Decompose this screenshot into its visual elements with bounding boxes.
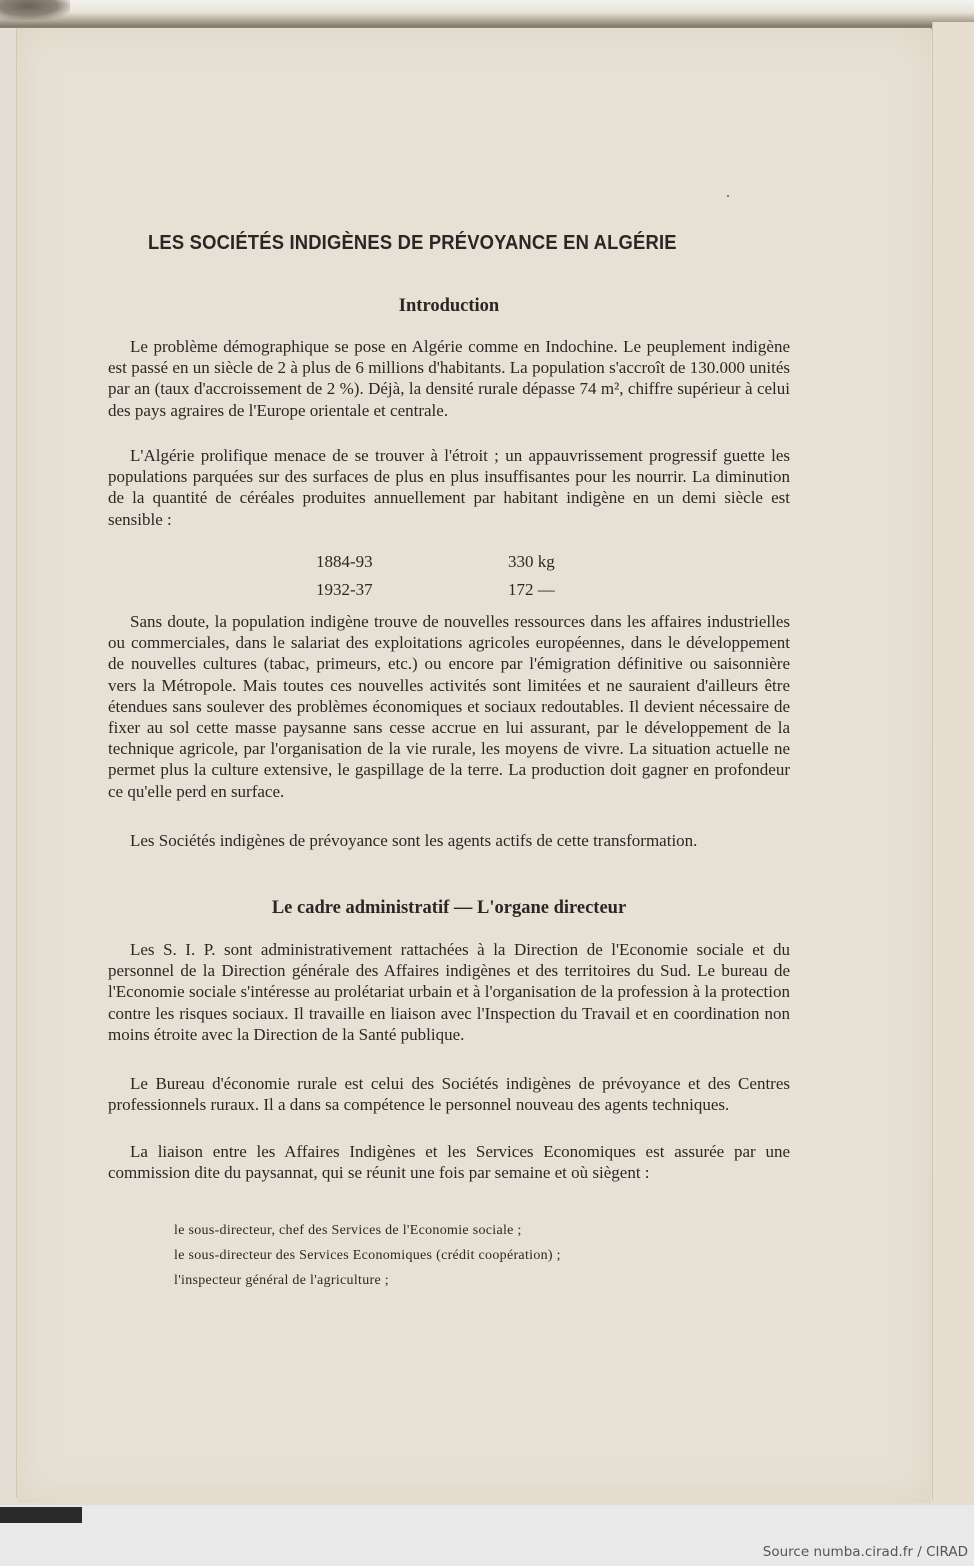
table-row <box>316 548 555 576</box>
paragraph: Les Sociétés indigènes de prévoyance sont les agents actifs de cette transformation. <box>130 831 698 850</box>
table-cell-value: 172 — <box>508 580 555 599</box>
section-heading-introduction: Introduction <box>398 296 500 316</box>
paragraph: Le problème démographique se pose en Algérie comme en Indochine. Le peuplement indigène est passé en un siècle de 2 à plus de 6 millions d'habitants. La population s'accroît de 130.000 unités par an (taux d'accroissement de 2 %). Déjà, la densité rurale dépasse 74 m², chiffre supérieur à celui des pays agraires de l'Europe orientale et centrale. <box>108 337 790 420</box>
list-item: le sous-directeur des Services Economiques (crédit coopération) ; <box>174 1248 561 1263</box>
list-item: l'inspecteur général de l'agriculture ; <box>174 1273 389 1288</box>
paragraph: La liaison entre les Affaires Indigènes et les Services Economiques est assurée par une commission dite du paysannat, qui se réunit une fois par semaine et où siègent : <box>108 1142 790 1183</box>
document-title: LES SOCIÉTÉS INDIGÈNES DE PRÉVOYANCE EN ALGÉRIE <box>148 232 677 254</box>
scan-shadow <box>0 1507 82 1523</box>
section-heading-cadre-administratif: Le cadre administratif — L'organe directeur <box>271 898 627 918</box>
cereal-production-table <box>316 548 555 604</box>
paragraph: L'Algérie prolifique menace de se trouver à l'étroit ; un appauvrissement progressif guette les populations parquées sur des surfaces de plus en plus insuffisantes pour les nourrir. La diminution de la quantité de céréales produites annuellement par habitant indigène en un demi siècle est sensible : <box>108 446 790 529</box>
commission-members-list <box>174 1218 561 1293</box>
binding-tuft <box>0 0 70 20</box>
table-cell-value: 330 kg <box>508 552 555 571</box>
right-page-edge <box>932 22 974 1500</box>
table-cell-period: 1884-93 <box>316 552 373 571</box>
table-cell-period: 1932-37 <box>316 580 373 599</box>
paragraph: Sans doute, la population indigène trouve de nouvelles ressources dans les affaires industrielles ou commerciales, dans le salariat des exploitations agricoles européennes, dans le développement de nouvelles cultures (tabac, primeurs, etc.) ou encore par l'émigration définitive ou saisonnière vers la Métropole. Mais toutes ces nouvelles activités sont limitées et ne sauraient d'ailleurs être étendues sans soulever des problèmes économiques et sociaux redoutables. Il devient nécessaire de fixer au sol cette masse paysanne sans cesse accrue en lui assurant, par le développement de la technique agricole, par l'organisation de la vie rurale, les moyens de vivre. La situation actuelle ne permet plus la culture extensive, le gaspillage de la terre. La production doit gagner en profondeur ce qu'elle perd en surface. <box>108 612 790 801</box>
speck <box>727 195 729 197</box>
source-credit: Source numba.cirad.fr / CIRAD <box>762 1544 968 1560</box>
left-page-edge <box>0 28 17 1498</box>
paragraph: Le Bureau d'économie rurale est celui des Sociétés indigènes de prévoyance et des Centres professionnels ruraux. Il a dans sa compétence le personnel nouveau des agents techniques. <box>108 1074 790 1115</box>
list-item: le sous-directeur, chef des Services de l'Economie sociale ; <box>174 1223 522 1238</box>
book-binding-edge <box>0 0 974 30</box>
paragraph: Les S. I. P. sont administrativement rattachées à la Direction de l'Economie sociale et du personnel de la Direction générale des Affaires indigènes et des territoires du Sud. Le bureau de l'Economie sociale s'intéresse au prolétariat urbain et à l'organisation de la profession à la protection contre les risques sociaux. Il travaille en liaison avec l'Inspection du Travail et en coordination non moins étroite avec la Direction de la Santé publique. <box>108 940 790 1044</box>
table-row <box>316 576 555 604</box>
